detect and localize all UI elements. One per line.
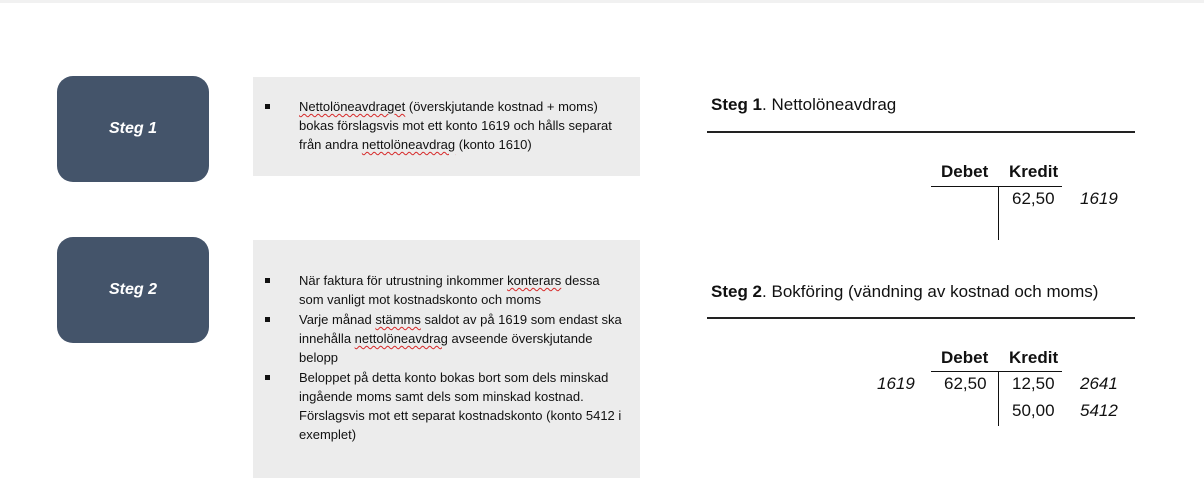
- bullet-icon: [265, 317, 270, 322]
- section-1-rule: [707, 131, 1135, 133]
- t-account-1-account: 1619: [1080, 189, 1118, 208]
- t-account-2-kredit-header: Kredit: [1009, 348, 1059, 367]
- t-account-2-kredit-value-1: 12,50: [1012, 374, 1055, 393]
- t-account-2-account-left: 1619: [877, 374, 915, 393]
- section-1-heading-text: . Nettolöneavdrag: [762, 95, 897, 114]
- t-account-1-kredit-header: Kredit: [1009, 162, 1059, 181]
- section-1-heading: [711, 95, 896, 115]
- text-run: (överskjutande kostnad + moms) bokas förslagsvis mot ett konto 1619 och hålls separat från andra: [299, 99, 612, 152]
- step-1-note: [253, 77, 640, 176]
- step-2-label: Steg 2: [108, 281, 157, 298]
- text-run: dessa som vanligt mot kostnadskonto och moms: [299, 273, 600, 307]
- t-account-1-horizontal-line: [931, 186, 1062, 187]
- list-item: [263, 97, 626, 154]
- section-2-heading-text: . Bokföring (vändning av kostnad och moms): [762, 282, 1099, 301]
- step-2-note: [253, 240, 640, 478]
- spellcheck-word: nettolöneavdrag: [354, 331, 448, 346]
- step-2-box: [57, 237, 209, 343]
- spellcheck-word: stämms: [375, 312, 421, 327]
- spellcheck-word: Nettolöneavdraget: [299, 99, 406, 114]
- t-account-2-account-1: 2641: [1080, 374, 1118, 393]
- section-2-rule: [707, 317, 1135, 319]
- t-account-2-debet-value: 62,50: [944, 374, 987, 393]
- text-run: (konto 1610): [455, 137, 532, 152]
- t-account-1-debet-header: Debet: [941, 162, 989, 181]
- step-1-box: [57, 76, 209, 182]
- text-run: saldot av på 1619 som endast ska innehålla: [299, 312, 622, 346]
- spellcheck-word: nettolöneavdrag: [361, 137, 456, 152]
- t-account-2-kredit-value-2: 50,00: [1012, 401, 1055, 420]
- bullet-icon: [265, 375, 270, 380]
- list-item: [263, 368, 626, 444]
- bullet-icon: [265, 278, 270, 283]
- section-2-heading-bold: Steg 2: [711, 282, 763, 301]
- bullet-icon: [265, 104, 270, 109]
- step-1-bullet-list: [263, 97, 626, 154]
- section-1-heading-bold: Steg 1: [711, 95, 763, 114]
- t-account-1-vertical-line: [998, 186, 999, 240]
- step-2-bullet-list: [263, 271, 626, 444]
- section-2-heading: [711, 282, 1098, 302]
- t-account-1-kredit-value: 62,50: [1012, 189, 1055, 208]
- list-item: [263, 271, 626, 309]
- t-account-2-vertical-line: [998, 371, 999, 426]
- t-account-2-account-2: 5412: [1080, 401, 1118, 420]
- text-run: Varje månad: [299, 312, 376, 327]
- top-divider: [0, 0, 1204, 3]
- t-account-2-horizontal-line: [931, 371, 1062, 372]
- t-account-2-debet-header: Debet: [941, 348, 989, 367]
- spellcheck-word: konterars: [507, 273, 562, 288]
- text-run: avseende överskjutande belopp: [299, 331, 593, 365]
- list-item: [263, 310, 626, 367]
- text-run: Beloppet på detta konto bokas bort som dels minskad ingående moms samt dels som minskad kostnad. Förslagsvis mot ett separat kostnadskonto (konto 5412 i exemplet): [299, 370, 622, 442]
- text-run: När faktura för utrustning inkommer: [299, 273, 508, 288]
- step-1-label: Steg 1: [108, 120, 157, 137]
